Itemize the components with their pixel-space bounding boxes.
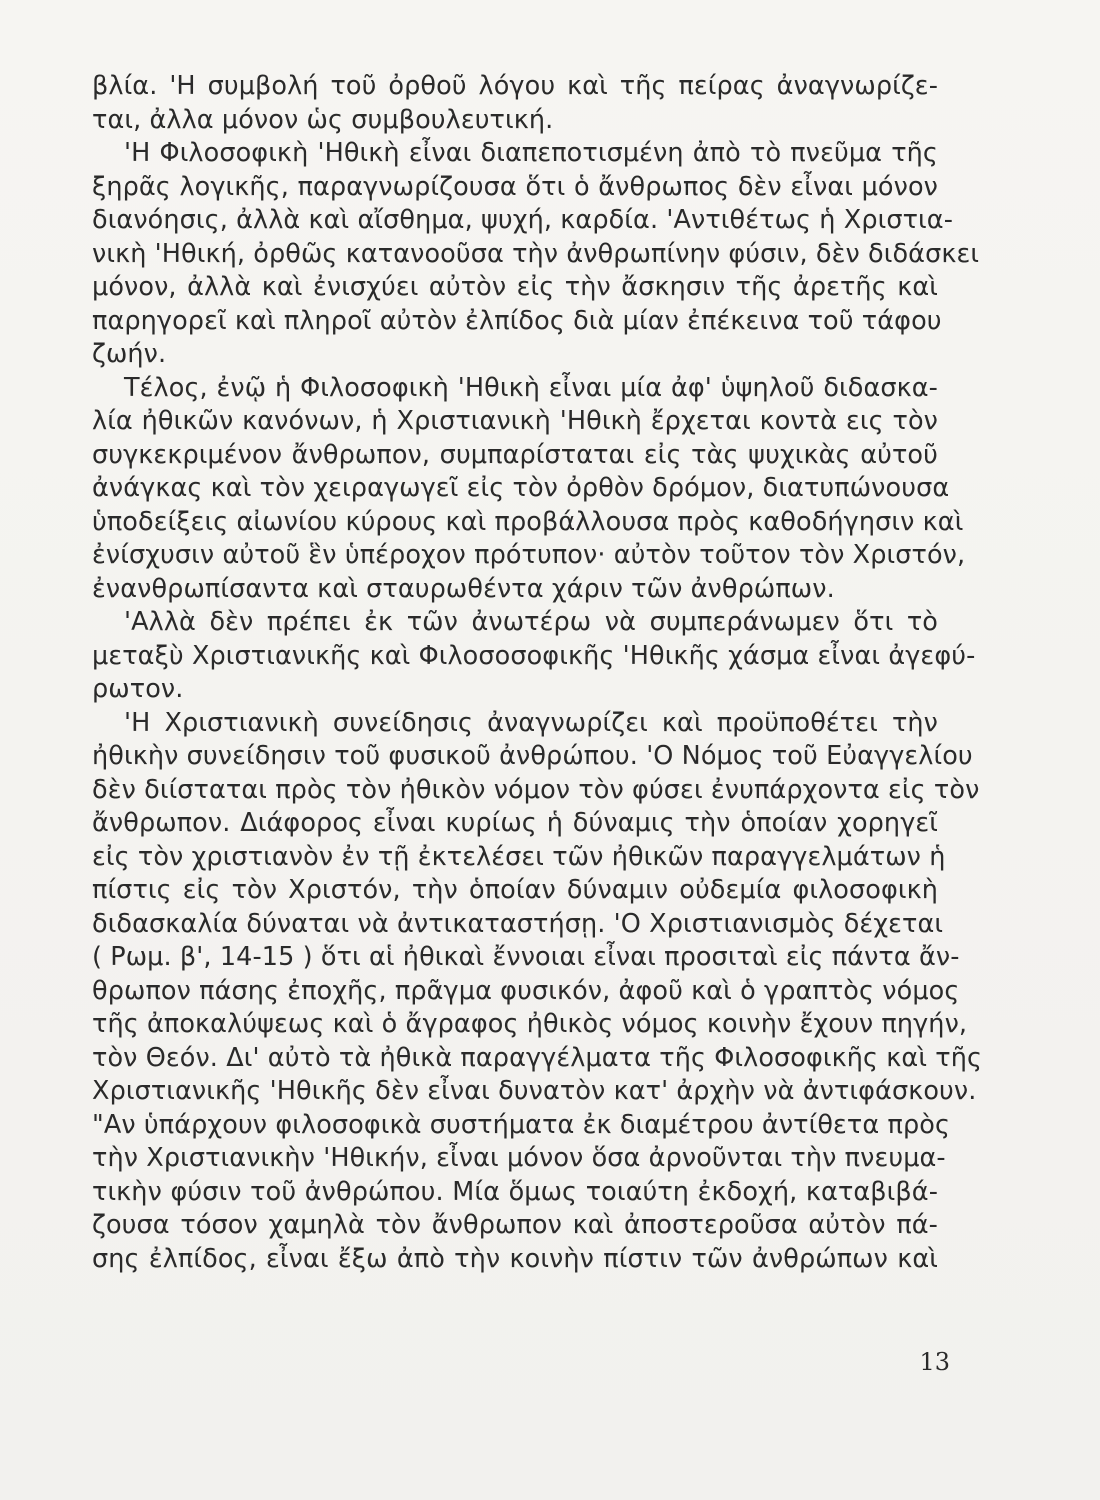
text-line: μόνον, ἀλλὰ καὶ ἐνισχύει αὐτὸν εἰς τὴν ἄσκησιν τῆς ἀρετῆς καὶ <box>92 272 938 302</box>
text-line: ζουσα τόσον χαμηλὰ τὸν ἄνθρωπον καὶ ἀποστεροῦσα αὐτὸν πά- <box>92 1210 938 1240</box>
text-line: ἐνανθρωπίσαντα καὶ σταυρωθέντα χάριν τῶν ἀνθρώπων. <box>92 573 835 604</box>
text-line: ( Ρωμ. β', 14-15 ) ὅτι αἱ ἠθικαὶ ἔννοιαι εἶναι προσιταὶ εἰς πάντα ἄν- <box>92 942 960 972</box>
text-line: ἠθικὴν συνείδησιν τοῦ φυσικοῦ ἀνθρώπου. 'Ο Νόμος τοῦ Εὐαγγελίου <box>92 741 973 771</box>
text-line: μεταξὺ Χριστιανικῆς καὶ Φιλοσοσοφικῆς 'Ηθικῆς χάσμα εἶναι ἀγεφύ- <box>92 640 976 671</box>
body-text <box>92 70 983 1276</box>
text-line: ξηρᾶς λογικῆς, παραγνωρίζουσα ὅτι ὁ ἄνθρωπος δὲν εἶναι μόνον <box>92 171 938 202</box>
text-line: Χριστιανικῆς 'Ηθικῆς δὲν εἶναι δυνατὸν κατ' ἀρχὴν νὰ ἀντιφάσκουν. <box>92 1076 977 1106</box>
text-line: ὑποδείξεις αἰωνίου κύρους καὶ προβάλλουσα πρὸς καθοδήγησιν καὶ <box>92 506 964 537</box>
text-line: τικὴν φύσιν τοῦ ἀνθρώπου. Μία ὅμως τοιαύτη ἐκδοχή, καταβιβά- <box>92 1176 938 1207</box>
text-line: ἐνίσχυσιν αὐτοῦ ἓν ὑπέροχον πρότυπον· αὐτὸν τοῦτον τὸν Χριστόν, <box>92 540 966 570</box>
text-line: 'Αλλὰ δὲν πρέπει ἐκ τῶν ἀνωτέρω νὰ συμπεράνωμεν ὅτι τὸ <box>124 607 938 637</box>
text-line: τῆς ἀποκαλύψεως καὶ ὁ ἄγραφος ἠθικὸς νόμος κοινὴν ἔχουν πηγήν, <box>92 1009 968 1039</box>
text-line: τὴν Χριστιανικὴν 'Ηθικήν, εἶναι μόνον ὅσα ἀρνοῦνται τὴν πνευμα- <box>92 1143 946 1173</box>
text-line: τὸν Θεόν. Δι' αὐτὸ τὰ ἠθικὰ παραγγέλματα τῆς Φιλοσοφικῆς καὶ τῆς <box>92 1042 983 1073</box>
text-line: λία ἠθικῶν κανόνων, ἡ Χριστιανικὴ 'Ηθικὴ ἔρχεται κοντὰ εις τὸν <box>92 406 938 436</box>
text-line: ζωήν. <box>92 339 167 369</box>
page-number: 13 <box>919 1348 950 1376</box>
text-line: 'Η Χριστιανικὴ συνείδησις ἀναγνωρίζει καὶ προϋποθέτει τὴν <box>124 707 938 738</box>
text-line: ται, ἀλλα μόνον ὡς συμβουλευτική. <box>92 104 554 135</box>
text-line: βλία. 'Η συμβολή τοῦ ὀρθοῦ λόγου καὶ τῆς πείρας ἀναγνωρίζε- <box>92 71 938 101</box>
text-line: πίστις εἰς τὸν Χριστόν, τὴν ὁποίαν δύναμιν οὐδεμία φιλοσοφικὴ <box>92 875 938 905</box>
text-line: συγκεκριμένον ἄνθρωπον, συμπαρίσταται εἰς τὰς ψυχικὰς αὐτοῦ <box>92 439 938 470</box>
text-line: Τέλος, ἐνῷ ἡ Φιλοσοφικὴ 'Ηθικὴ εἶναι μία ἀφ' ὑψηλοῦ διδασκα- <box>124 372 938 403</box>
text-line: ἄνθρωπον. Διάφορος εἶναι κυρίως ἡ δύναμις τὴν ὁποίαν χορηγεῖ <box>92 808 938 838</box>
text-line: παρηγορεῖ καὶ πληροῖ αὐτὸν ἐλπίδος διὰ μίαν ἐπέκεινα τοῦ τάφου <box>92 305 942 336</box>
text-line: νικὴ 'Ηθική, ὀρθῶς κατανοοῦσα τὴν ἀνθρωπίνην φύσιν, δὲν διδάσκει <box>92 238 980 269</box>
text-line: διανόησις, ἀλλὰ καὶ αἴσθημα, ψυχή, καρδία. 'Αντιθέτως ἡ Χριστια- <box>92 205 953 235</box>
text-line: θρωπον πάσης ἐποχῆς, πρᾶγμα φυσικόν, ἀφοῦ καὶ ὁ γραπτὸς νόμος <box>92 975 960 1006</box>
text-line: διδασκαλία δύναται νὰ ἀντικαταστήσῃ. 'Ο Χριστιανισμὸς δέχεται <box>92 908 944 939</box>
text-line: ρωτον. <box>92 674 184 704</box>
text-line: εἰς τὸν χριστιανὸν ἐν τῇ ἐκτελέσει τῶν ἠθικῶν παραγγελμάτων ἡ <box>92 841 946 872</box>
text-line: "Αν ὑπάρχουν φιλοσοφικὰ συστήματα ἐκ διαμέτρου ἀντίθετα πρὸς <box>92 1109 951 1140</box>
text-line: σης ἐλπίδος, εἶναι ἔξω ἀπὸ τὴν κοινὴν πίστιν τῶν ἀνθρώπων καὶ <box>92 1243 938 1274</box>
text-line: δὲν διίσταται πρὸς τὸν ἠθικὸν νόμον τὸν φύσει ἐνυπάρχοντα εἰς τὸν <box>92 774 980 805</box>
text-line: ἀνάγκας καὶ τὸν χειραγωγεῖ εἰς τὸν ὀρθὸν δρόμον, διατυπώνουσα <box>92 473 950 503</box>
text-line: 'Η Φιλοσοφικὴ 'Ηθικὴ εἶναι διαπεποτισμένη ἀπὸ τὸ πνεῦμα τῆς <box>124 138 938 168</box>
